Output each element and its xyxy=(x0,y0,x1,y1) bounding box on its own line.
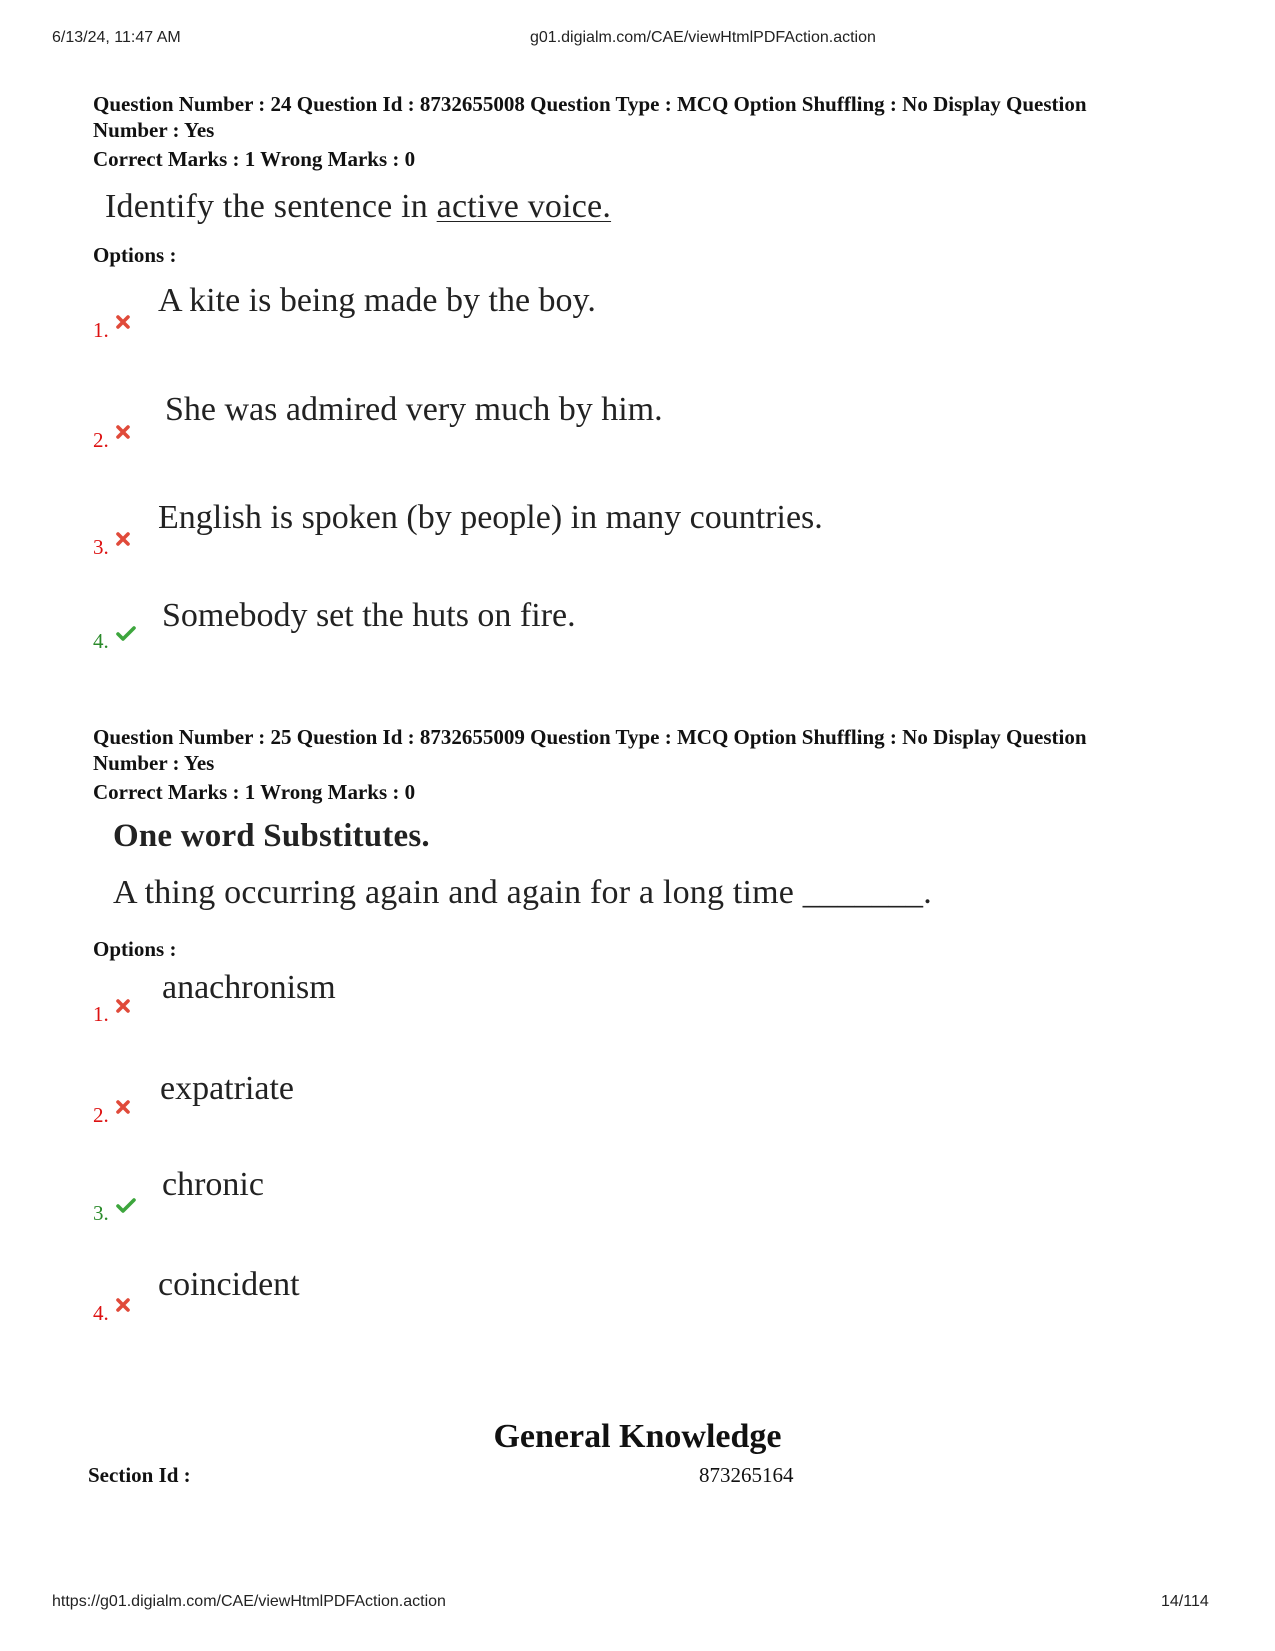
question-25-heading: One word Substitutes. xyxy=(113,818,430,854)
cross-icon xyxy=(115,998,131,1014)
option-number: 1. xyxy=(93,318,131,343)
question-meta-line: Number : Yes xyxy=(93,118,215,142)
question-meta-line: Number : Yes xyxy=(93,751,215,775)
option-number: 2. xyxy=(93,1103,131,1128)
print-datetime: 6/13/24, 11:47 AM xyxy=(52,29,181,46)
option-text: chronic xyxy=(162,1166,264,1203)
question-25-stem: A thing occurring again and again for a long time _______. xyxy=(113,874,932,911)
option-number: 4. xyxy=(93,1301,131,1326)
question-25-marks: Correct Marks : 1 Wrong Marks : 0 xyxy=(93,780,416,804)
option-number: 2. xyxy=(93,428,131,453)
option-text: anachronism xyxy=(162,969,336,1006)
cross-icon xyxy=(115,531,131,547)
section-id-label: Section Id : xyxy=(88,1463,191,1487)
print-url: g01.digialm.com/CAE/viewHtmlPDFAction.action xyxy=(530,29,876,46)
cross-icon xyxy=(115,1099,131,1115)
question-24-stem xyxy=(105,188,611,226)
question-meta-line: Question Number : 24 Question Id : 8732655008 Question Type : MCQ Option Shuffling : No Display Question xyxy=(93,92,1087,116)
options-label: Options : xyxy=(93,937,177,961)
options-label: Options : xyxy=(93,243,177,267)
section-title: General Knowledge xyxy=(493,1418,782,1455)
question-24-marks: Correct Marks : 1 Wrong Marks : 0 xyxy=(93,147,416,171)
footer-url: https://g01.digialm.com/CAE/viewHtmlPDFAction.action xyxy=(52,1593,446,1610)
section-id-value: 873265164 xyxy=(699,1463,794,1487)
question-24-meta xyxy=(93,91,1213,143)
option-text: expatriate xyxy=(160,1070,295,1107)
option-number: 3. xyxy=(93,1201,137,1226)
stem-text: Identify the sentence in xyxy=(105,188,437,225)
option-number: 3. xyxy=(93,535,131,560)
option-text: coincident xyxy=(158,1266,300,1303)
option-text: A kite is being made by the boy. xyxy=(158,282,596,319)
check-icon xyxy=(115,1197,137,1213)
stem-underlined-text: active voice. xyxy=(436,188,612,225)
cross-icon xyxy=(115,424,131,440)
option-text: Somebody set the huts on fire. xyxy=(162,597,576,634)
page-number: 14/114 xyxy=(1161,1593,1209,1610)
option-text: English is spoken (by people) in many countries. xyxy=(158,499,823,536)
question-25-meta xyxy=(93,724,1213,776)
cross-icon xyxy=(115,314,131,330)
check-icon xyxy=(115,625,137,641)
option-text: She was admired very much by him. xyxy=(165,391,663,428)
cross-icon xyxy=(115,1297,131,1313)
option-number: 1. xyxy=(93,1002,131,1027)
option-number: 4. xyxy=(93,629,137,654)
question-meta-line: Question Number : 25 Question Id : 8732655009 Question Type : MCQ Option Shuffling : No Display Question xyxy=(93,725,1087,749)
